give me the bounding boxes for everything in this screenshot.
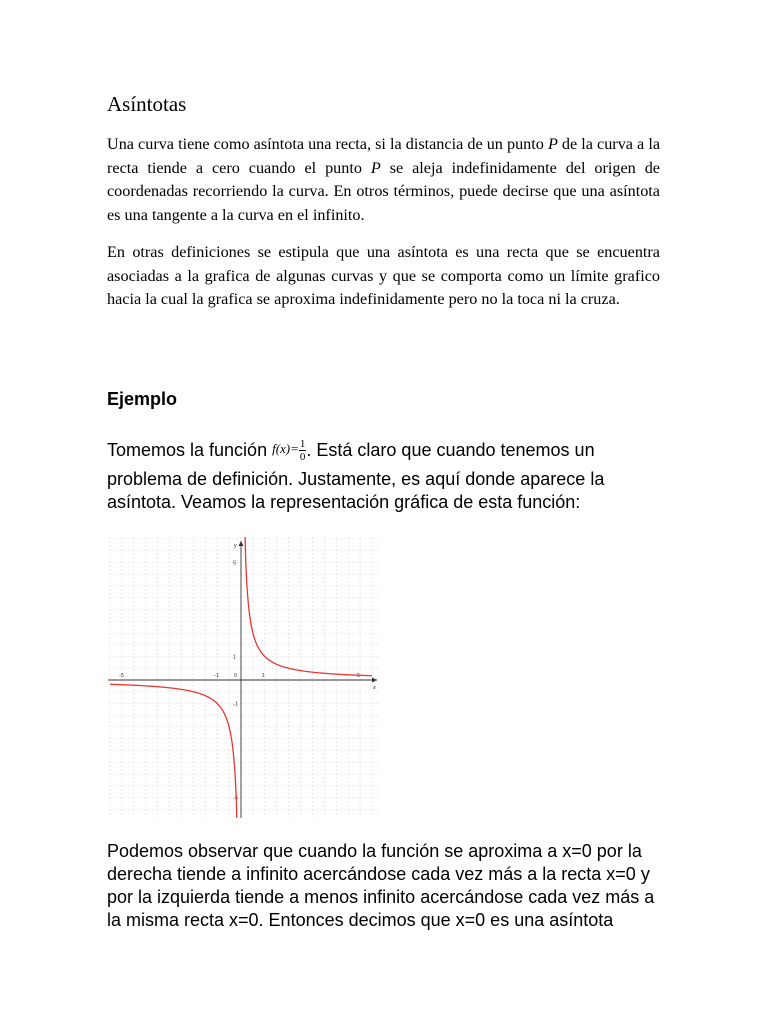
- page-title: Asíntotas: [107, 92, 187, 116]
- definition-text-middle: de la curva a la recta tiende a cero cuando el punto: [107, 135, 660, 177]
- formula-numerator: 1: [299, 437, 306, 450]
- function-graph: [108, 537, 380, 818]
- y-tick-label: 5: [233, 560, 237, 567]
- x-axis-arrow: [372, 678, 377, 683]
- observation-line-3: por la izquierda tiende a menos infinito acercándose cada vez más a: [107, 887, 655, 907]
- y-tick-label: 1: [233, 654, 237, 661]
- observation-line-4: la misma recta x=0. Entonces decimos que x=0 es una asíntota: [107, 910, 614, 930]
- example-paragraph: [107, 432, 627, 514]
- x-tick-label: 1: [261, 673, 265, 679]
- formula-fraction: [299, 438, 307, 463]
- example-line-3: asíntota. Veamos la representación gráfica de esta función:: [107, 492, 581, 512]
- x-tick-label: 5: [357, 673, 361, 679]
- example-after-formula-text: . Está claro que cuando tenemos un: [306, 440, 595, 460]
- example-line-1: [107, 432, 627, 468]
- example-heading: Ejemplo: [107, 389, 178, 409]
- y-axis-arrow: [239, 541, 244, 546]
- example-intro-text: Tomemos la función: [107, 440, 273, 460]
- formula-denominator: 0: [299, 450, 306, 463]
- point-p-symbol: P: [370, 158, 381, 177]
- y-tick-label: -5: [233, 795, 238, 802]
- definition-text-end: se aleja indefinidamente del origen de coordenadas recorriendo la curva. En otros términos, puede decirse que una asíntota es una tangente a la curva en el infinito.: [107, 158, 660, 224]
- example-line-2: problema de definición. Justamente, es aquí donde aparece la: [107, 469, 605, 489]
- x-tick-label: 0: [234, 673, 238, 679]
- x-tick-label: -1: [214, 673, 220, 679]
- point-p-symbol: P: [547, 135, 558, 153]
- function-formula: [272, 431, 306, 467]
- y-tick-label: -1: [233, 701, 238, 708]
- observation-paragraph: [107, 840, 667, 932]
- grid: [108, 537, 380, 818]
- formula-lhs: f(x)=: [272, 441, 299, 457]
- observation-line-1: Podemos observar que cuando la función se aproxima a x=0 por la: [107, 841, 642, 861]
- observation-line-2: derecha tiende a infinito acercándose cada vez más a la recta x=0 y: [107, 864, 650, 884]
- definition-paragraph: [107, 133, 660, 227]
- x-tick-label: -5: [119, 673, 124, 679]
- axes: [108, 541, 377, 818]
- y-axis-label: y: [234, 543, 237, 549]
- definition-text-start: Una curva tiene como asíntota una recta, si la distancia de un punto: [107, 135, 548, 153]
- alternative-definition-paragraph: En otras definiciones se estipula que una asíntota es una recta que se encuentra asociadas a la grafica de algunas curvas y que se comporta como un límite grafico hacia la cual la grafica se aproxima indefinidamente pero no la toca ni la cruza.: [107, 243, 660, 309]
- curve-left-branch: [110, 684, 238, 818]
- curve-right-branch: [244, 537, 372, 676]
- x-axis-label: x: [373, 685, 376, 691]
